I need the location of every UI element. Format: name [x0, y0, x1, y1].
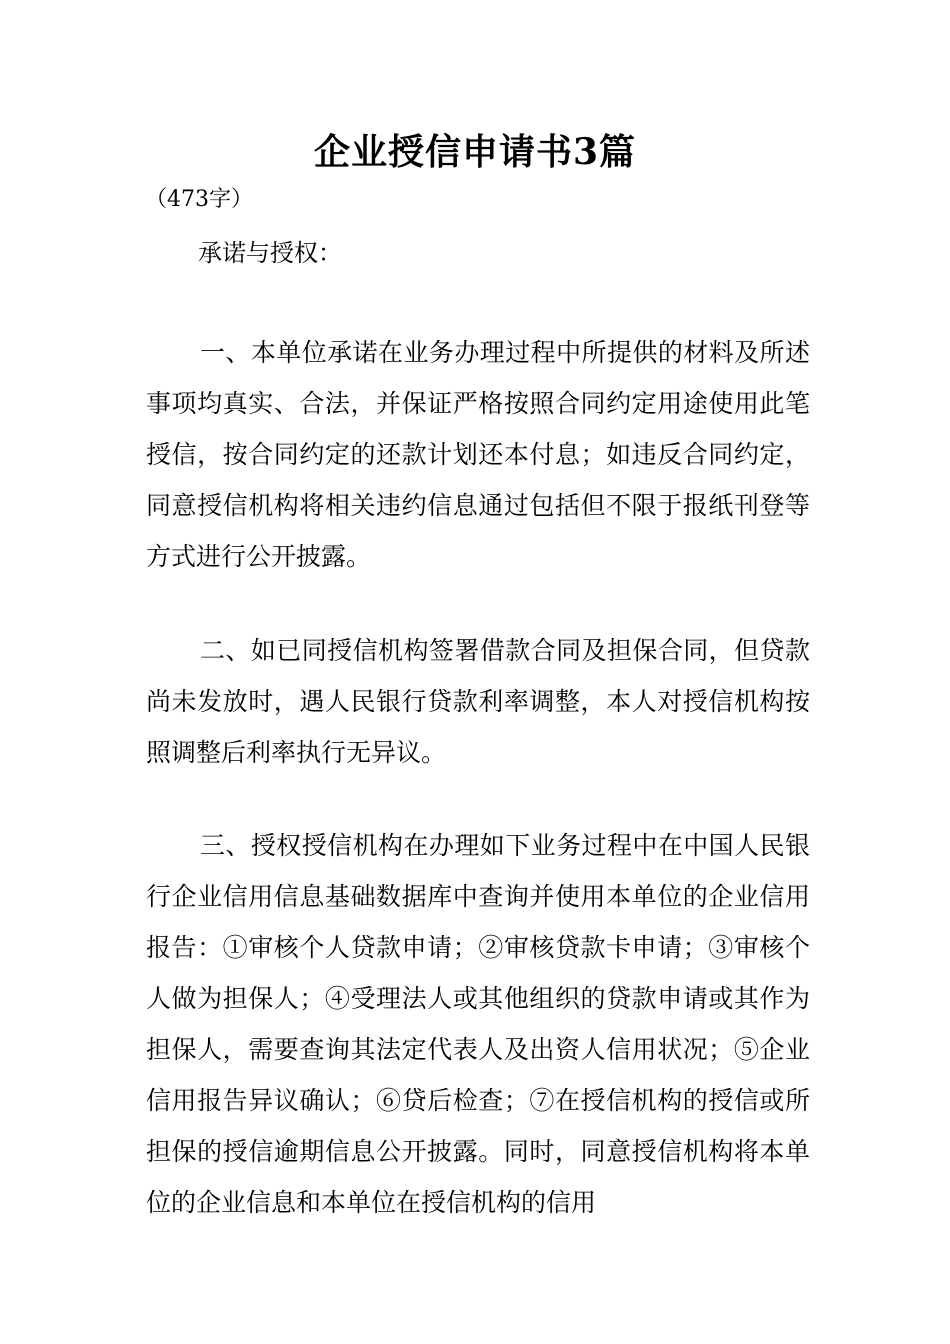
paragraph-interest-rate: 二、如已同授信机构签署借款合同及担保合同，但贷款尚未发放时，遇人民银行贷款利率调整，本人对授信机构按照调整后利率执行无异议。 — [146, 636, 810, 767]
paragraph-commitment: 一、本单位承诺在业务办理过程中所提供的材料及所述事项均真实、合法，并保证严格按照合同约定用途使用此笔授信，按合同约定的还款计划还本付息；如违反合同约定，同意授信机构将相关违约信息通过包括但不限于报纸刊登等方式进行公开披露。 — [146, 338, 810, 571]
document-title: 企业授信申请书3篇 — [313, 131, 637, 173]
paragraph-authorization: 三、授权授信机构在办理如下业务过程中在中国人民银行企业信用信息基础数据库中查询并使用本单位的企业信用报告：①审核个人贷款申请；②审核贷款卡申请；③审核个人做为担保人；④受理法人或其他组织的贷款申请或其作为担保人，需要查询其法定代表人及出资人信用状况；⑤企业信用报告异议确认；⑥贷后检查；⑦在授信机构的授信或所担保的授信逾期信息公开披露。同时，同意授信机构将本单位的企业信息和本单位在授信机构的信用 — [146, 831, 810, 1217]
section-heading: 承诺与授权： — [198, 239, 342, 267]
word-count: （473字） — [145, 187, 253, 212]
